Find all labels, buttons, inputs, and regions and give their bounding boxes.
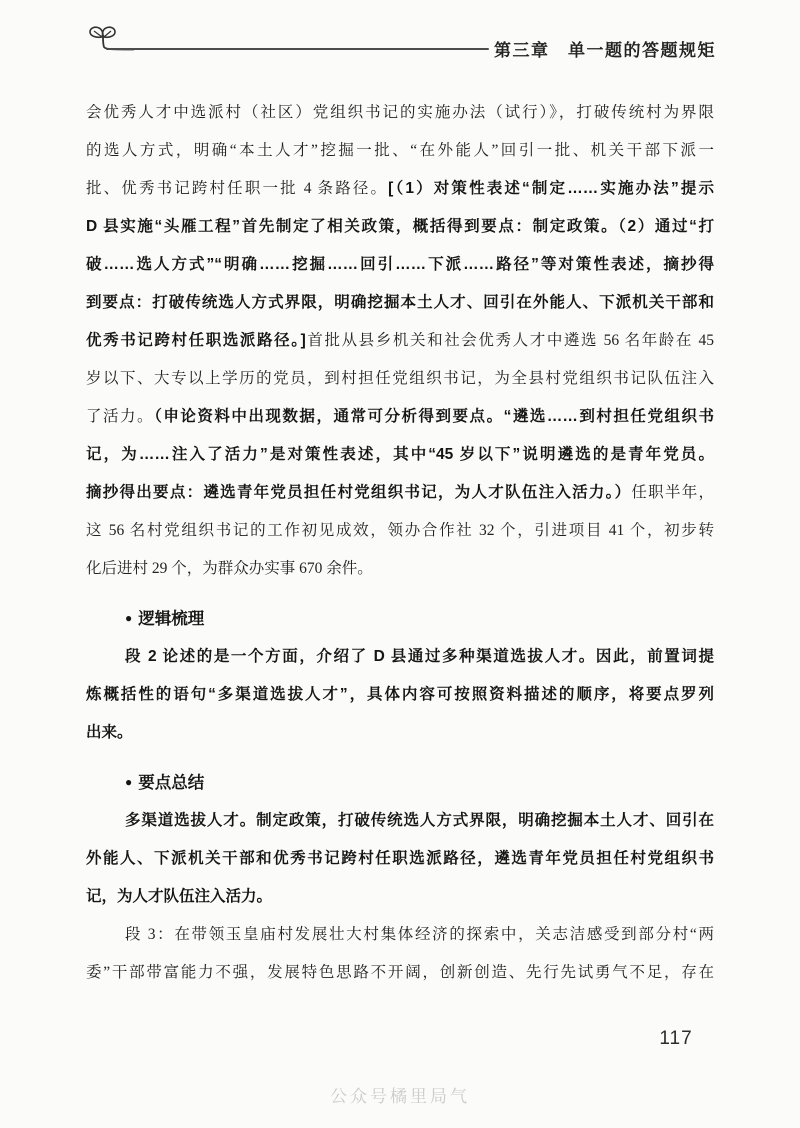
annotation-text-segment: D 县实施“头雁工程”首先制定了相关政策，概括得到要点：制定政策。（2）通过“打 bbox=[86, 218, 714, 235]
text-line bbox=[86, 878, 714, 916]
text-line bbox=[86, 284, 714, 322]
text-line bbox=[86, 638, 714, 676]
text-line bbox=[86, 322, 714, 360]
annotation-text-segment: 段 2 论述的是一个方面，介绍了 D 县通过多种渠道选拔人才。因此，前置词提 bbox=[125, 648, 714, 665]
text-line bbox=[86, 714, 714, 752]
annotation-text-segment: [（1）对策性表述“制定……实施办法”提示 bbox=[388, 180, 714, 197]
text-line bbox=[86, 840, 714, 878]
bullet-icon: ● bbox=[125, 611, 133, 625]
text-line bbox=[86, 916, 714, 954]
section-heading bbox=[86, 762, 714, 802]
text-line bbox=[86, 208, 714, 246]
text-line bbox=[86, 550, 714, 588]
body-text-segment: 段 3：在带领玉皇庙村发展壮大村集体经济的探索中，关志洁感受到部分村“两 bbox=[125, 926, 714, 943]
section-heading-label: 要点总结 bbox=[138, 774, 205, 792]
annotation-text-segment: （申论资料中出现数据，通常可分析得到要点。“遴选……到村担任党组织书 bbox=[154, 408, 714, 425]
text-line bbox=[86, 676, 714, 714]
page-header bbox=[0, 0, 800, 70]
text-line bbox=[86, 954, 714, 992]
body-text-segment: 的选人方式，明确“本土人才”挖掘一批、“在外能人”回引一批、机关干部下派一 bbox=[86, 142, 714, 159]
body-text-segment: 首批从县乡机关和社会优秀人才中遴选 56 名年龄在 45 bbox=[305, 332, 714, 349]
text-line bbox=[86, 474, 714, 512]
body-text bbox=[86, 94, 714, 992]
annotation-text-segment: 多渠道选拔人才。制定政策，打破传统选人方式界限，明确挖掘本土人才、回引在 bbox=[125, 812, 714, 829]
annotation-text-segment: 摘抄得出要点：遴选青年党员担任村党组织书记，为人才队伍注入活力。） bbox=[86, 484, 632, 501]
text-line bbox=[86, 170, 714, 208]
section-heading-label: 逻辑梳理 bbox=[138, 610, 205, 628]
text-line bbox=[86, 398, 714, 436]
annotation-text-segment: 记，为……注入了活力”是对策性表述，其中“45 岁以下”说明遴选的是青年党员。 bbox=[86, 446, 714, 463]
chapter-title: 第三章 单一题的答题规矩 bbox=[494, 41, 716, 60]
annotation-text-segment: 炼概括性的语句“多渠道选拔人才”，具体内容可按照资料描述的顺序，将要点罗列 bbox=[86, 686, 714, 703]
body-text-segment: 委”干部带富能力不强，发展特色思路不开阔，创新创造、先行先试勇气不足，存在 bbox=[86, 964, 714, 981]
body-text-segment: 化后进村 29 个，为群众办实事 670 余件。 bbox=[86, 560, 373, 577]
section-heading bbox=[86, 598, 714, 638]
page-number: 117 bbox=[659, 1028, 693, 1049]
body-text-segment: 这 56 名村党组织书记的工作初见成效，领办合作社 32 个，引进项目 41 个，初步转 bbox=[86, 522, 714, 539]
annotation-text-segment: 到要点：打破传统选人方式界限，明确挖掘本土人才、回引在外能人、下派机关干部和 bbox=[86, 294, 714, 311]
text-line bbox=[86, 802, 714, 840]
watermark: 公众号橘里局气 bbox=[330, 1087, 470, 1106]
annotation-text-segment: 记，为人才队伍注入活力。 bbox=[86, 888, 273, 905]
text-line bbox=[86, 132, 714, 170]
text-line bbox=[86, 94, 714, 132]
text-line bbox=[86, 246, 714, 284]
text-line bbox=[86, 512, 714, 550]
bullet-icon: ● bbox=[125, 775, 133, 789]
body-text-segment: 岁以下、大专以上学历的党员，到村担任党组织书记，为全县村党组织书记队伍注入 bbox=[86, 370, 714, 387]
annotation-text-segment: 出来。 bbox=[86, 724, 133, 741]
annotation-text-segment: 外能人、下派机关干部和优秀书记跨村任职选派路径，遴选青年党员担任村党组织书 bbox=[86, 850, 714, 867]
annotation-text-segment: 优秀书记跨村任职选派路径。] bbox=[86, 332, 306, 349]
header-divider bbox=[106, 48, 489, 50]
text-line bbox=[86, 436, 714, 474]
annotation-text-segment: 破……选人方式”“明确……挖掘……回引……下派……路径”等对策性表述，摘抄得 bbox=[86, 256, 714, 273]
body-text-segment: 了活力。 bbox=[86, 408, 155, 425]
text-line bbox=[86, 360, 714, 398]
body-text-segment: 批、优秀书记跨村任职一批 4 条路径。 bbox=[86, 180, 389, 197]
body-text-segment: 任职半年， bbox=[631, 484, 714, 501]
body-text-segment: 会优秀人才中选派村（社区）党组织书记的实施办法（试行）》，打破传统村为界限 bbox=[86, 104, 714, 121]
